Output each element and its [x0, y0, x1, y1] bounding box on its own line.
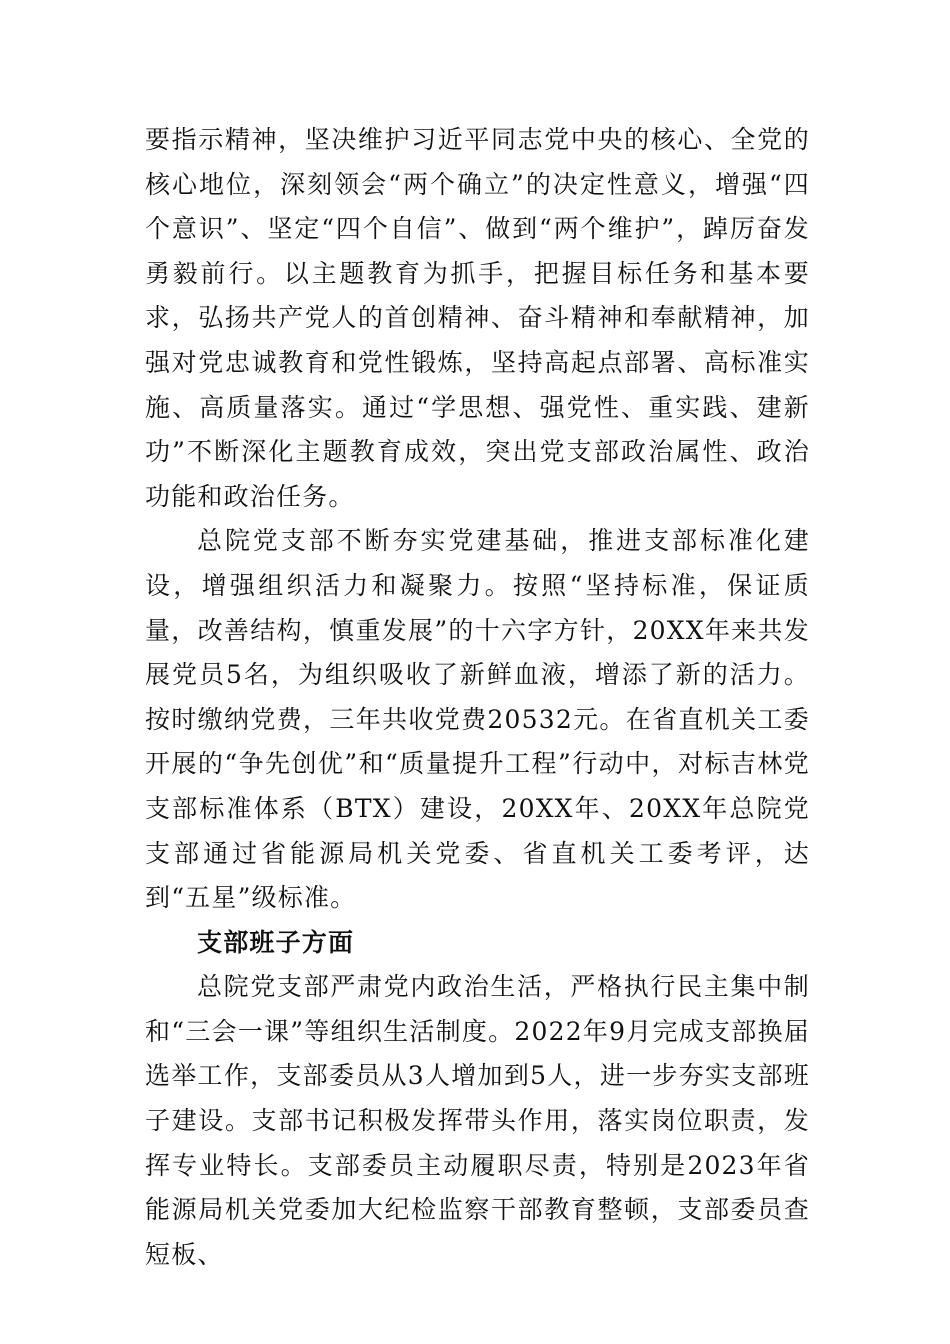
paragraph-party-spirit: 要指示精神，坚决维护习近平同志党中央的核心、全党的核心地位，深刻领会“两个确立”的决定性意义，增强“四个意识”、坚定“四个自信”、做到“两个维护”，踔厉奋发勇毅前行。以主题教育为抓手，把握目标任务和基本要求，弘扬共产党人的首创精神、奋斗精神和奉献精神，加强对党忠诚教育和党性锻炼，坚持高起点部署、高标准实施、高质量落实。通过“学思想、强党性、重实践、建新功”不断深化主题教育成效，突出党支部政治属性、政治功能和政治任务。: [145, 125, 810, 511]
paragraph-branch-team: 总院党支部严肃党内政治生活，严格执行民主集中制和“三会一课”等组织生活制度。2022年9月完成支部换届选举工作，支部委员从3人增加到5人，进一步夯实支部班子建设。支部书记积极发挥带头作用，落实岗位职责，发挥专业特长。支部委员主动履职尽责，特别是2023年省能源局机关党委加大纪检监察干部教育整顿，支部委员查短板、: [145, 972, 810, 1269]
paragraph-standardization: 总院党支部不断夯实党建基础，推进支部标准化建设，增强组织活力和凝聚力。按照“坚持标准，保证质量，改善结构，慎重发展”的十六字方针，20XX年来共发展党员5名，为组织吸收了新鲜血液，增添了新的活力。按时缴纳党费，三年共收党费20532元。在省直机关工委开展的“争先创优”和“质量提升工程”行动中，对标吉林党支部标准体系（BTX）建设，20XX年、20XX年总院党支部通过省能源局机关党委、省直机关工委考评，达到“五星”级标准。: [145, 526, 810, 913]
section-heading-branch-team: 支部班子方面: [197, 927, 355, 957]
document-body: [145, 118, 810, 1277]
